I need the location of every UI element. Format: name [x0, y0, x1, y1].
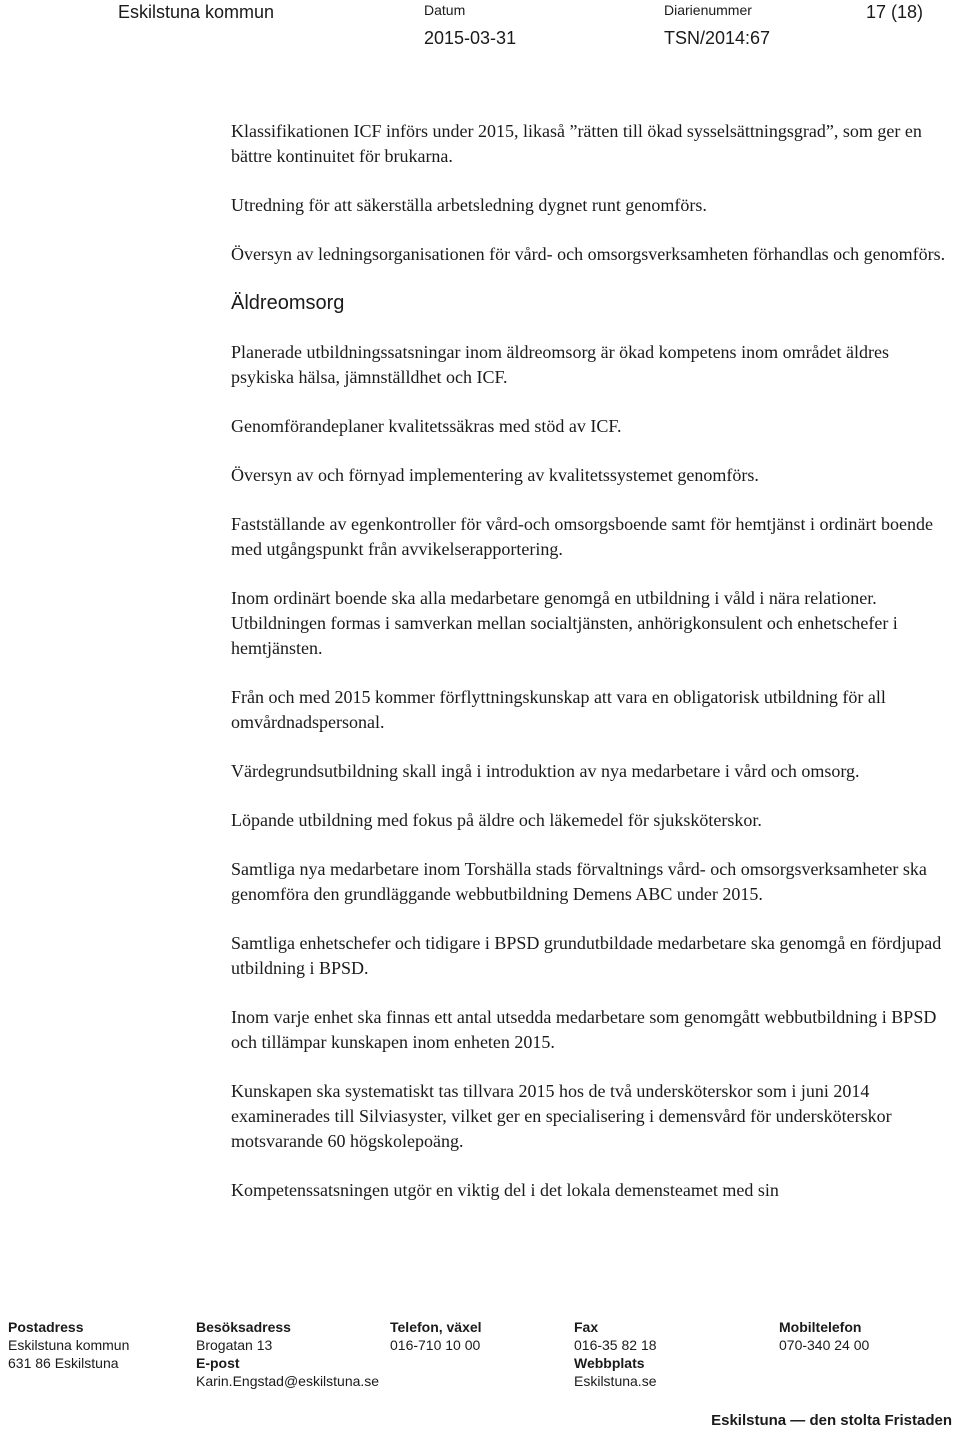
paragraph: Kompetenssatsningen utgör en viktig del i det lokala demensteamet med sin — [231, 1180, 779, 1200]
paragraph: Kunskapen ska systematiskt tas tillvara 2015 hos de två undersköterskor som i juni 2014 examinerades till Silviasyster, vilket ger en specialisering i demensvård för undersköterskor motsvarande 60 högskolepoäng. — [231, 1081, 892, 1151]
footer-phone — [390, 1318, 482, 1354]
date-label: Datum — [424, 2, 466, 18]
footer-postal-address — [8, 1318, 129, 1372]
paragraph: Översyn av och förnyad implementering av kvalitetssystemet genomförs. — [231, 465, 759, 485]
paragraph: Samtliga enhetschefer och tidigare i BPSD grundutbildade medarbetare ska genomgå en fördjupad utbildning i BPSD. — [231, 933, 942, 978]
footer-mobile — [779, 1318, 869, 1354]
postal-address-line: Eskilstuna kommun — [8, 1337, 130, 1353]
organization-name: Eskilstuna kommun — [118, 2, 275, 22]
mobile-label: Mobiltelefon — [779, 1319, 862, 1335]
footer-fax — [574, 1318, 657, 1390]
paragraph: Översyn av ledningsorganisationen för vård- och omsorgsverksamheten förhandlas och genomförs. — [231, 244, 946, 264]
paragraph: Utredning för att säkerställa arbetsledning dygnet runt genomförs. — [231, 195, 707, 215]
phone-label: Telefon, växel — [390, 1319, 482, 1335]
paragraph: Inom varje enhet ska finnas ett antal utsedda medarbetare som genomgått webbutbildning i BPSD och tillämpar kunskapen inom enheten 2015. — [231, 1007, 937, 1052]
postal-address-line: 631 86 Eskilstuna — [8, 1355, 119, 1371]
visit-address-label: Besöksadress — [196, 1319, 291, 1335]
paragraph: Värdegrundsutbildning skall ingå i introduktion av nya medarbetare i vård och omsorg. — [231, 761, 860, 781]
reference-value: TSN/2014:67 — [664, 28, 771, 48]
website-label: Webbplats — [574, 1355, 645, 1371]
email-label: E-post — [196, 1355, 240, 1371]
phone-value: 016-710 10 00 — [390, 1337, 481, 1353]
paragraph: Inom ordinärt boende ska alla medarbetare genomgå en utbildning i våld i nära relationer. Utbildningen formas i samverkan mellan socialtjänsten, anhörigkonsulent och enhetschefer i hemtjänsten. — [231, 588, 898, 658]
paragraph: Samtliga nya medarbetare inom Torshälla stads förvaltnings vård- och omsorgsverksamheter ska genomföra den grundläggande webbutbildning Demens ABC under 2015. — [231, 859, 927, 904]
paragraph: Från och med 2015 kommer förflyttningskunskap att vara en obligatorisk utbildning för all omvårdnadspersonal. — [231, 687, 886, 732]
document-body — [231, 119, 947, 1227]
section-heading: Äldreomsorg — [231, 292, 345, 314]
email-link[interactable]: Karin.Engstad@eskilstuna.se — [196, 1373, 380, 1389]
paragraph: Genomförandeplaner kvalitetssäkras med stöd av ICF. — [231, 416, 622, 436]
fax-value: 016-35 82 18 — [574, 1337, 657, 1353]
paragraph: Löpande utbildning med fokus på äldre och läkemedel för sjuksköterskor. — [231, 810, 762, 830]
fax-label: Fax — [574, 1319, 599, 1335]
paragraph: Planerade utbildningssatsningar inom äldreomsorg är ökad kompetens inom området äldres psykiska hälsa, jämnställdhet och ICF. — [231, 342, 890, 387]
paragraph: Klassifikationen ICF införs under 2015, likaså ”rätten till ökad sysselsättningsgrad”, som ger en bättre kontinuitet för brukarna. — [231, 121, 922, 166]
date-value: 2015-03-31 — [424, 28, 517, 48]
footer-visit-address — [196, 1318, 379, 1390]
website-link[interactable]: Eskilstuna.se — [574, 1373, 657, 1389]
page-number: 17 (18) — [866, 2, 924, 22]
paragraph: Fastställande av egenkontroller för vård-och omsorgsboende samt för hemtjänst i ordinärt boende med utgångspunkt från avvikelserapportering. — [231, 514, 933, 559]
page-header — [0, 0, 960, 60]
visit-address-line: Brogatan 13 — [196, 1337, 273, 1353]
footer-slogan: Eskilstuna — den stolta Fristaden — [711, 1412, 952, 1429]
postal-address-label: Postadress — [8, 1319, 84, 1335]
mobile-value: 070-340 24 00 — [779, 1337, 870, 1353]
page-footer — [0, 1316, 960, 1430]
reference-label: Diarienummer — [664, 2, 752, 18]
